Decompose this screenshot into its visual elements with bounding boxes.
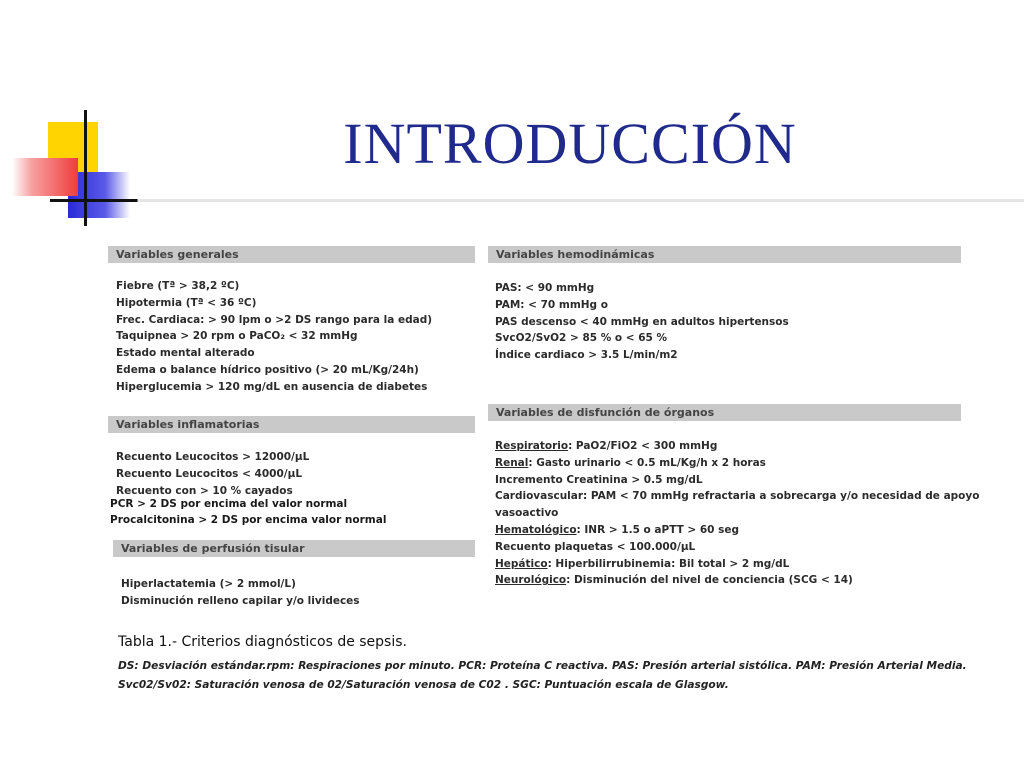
header-variables-disfuncion: Variables de disfunción de órganos [488,404,961,421]
list-item: Taquipnea > 20 rpm o PaCO₂ < 32 mmHg [116,330,358,343]
list-item: PAM: < 70 mmHg o [495,298,608,311]
list-item: Hipotermia (Tª < 36 ºC) [116,296,257,309]
list-item: Frec. Cardiaca: > 90 lpm o >2 DS rango para la edad) [116,313,433,326]
list-item: Respiratorio: PaO2/FiO2 < 300 mmHg [495,440,718,452]
title-underline [50,199,1024,202]
list-item: Disminución relleno capilar y/o livideces [121,594,360,607]
header-variables-generales: Variables generales [108,246,475,263]
list-item: Edema o balance hídrico positivo (> 20 mL/Kg/24h) [116,363,419,376]
logo-red-bar [12,158,78,196]
decorative-logo [0,100,150,230]
list-variables-generales [116,278,432,396]
header-variables-hemodinamicas: Variables hemodinámicas [488,246,961,263]
list-item: Recuento Leucocitos < 4000/µL [116,467,303,480]
list-item: Hiperlactatemia (> 2 mmol/L) [121,578,296,590]
list-item: Recuento con > 10 % cayados [116,484,293,497]
list-item: Renal: Gasto urinario < 0.5 mL/Kg/h x 2 horas [495,456,766,469]
page-title: INTRODUCCIÓN [343,111,797,176]
list-item: SvcO2/SvO2 > 85 % o < 65 % [495,332,667,345]
list-item: Procalcitonina > 2 DS por encima valor normal [110,513,387,526]
list-item: Recuento plaquetas < 100.000/µL [495,540,696,553]
table-caption: Tabla 1.- Criterios diagnósticos de sepsis. [118,634,407,650]
list-item: PCR > 2 DS por encima del valor normal [110,498,348,510]
list-item: PAS: < 90 mmHg [495,282,595,294]
list-item: Hematológico: INR > 1.5 o aPTT > 60 seg [495,523,740,536]
list-item: Cardiovascular: PAM < 70 mmHg refractaria a sobrecarga y/o necesidad de apoyo [495,490,980,503]
list-item: Fiebre (Tª > 38,2 ºC) [116,280,240,292]
list-item: Hepático: Hiperbilirrubinemia: Bil total > 2 mg/dL [495,557,790,570]
header-variables-inflamatorias: Variables inflamatorias [108,416,475,433]
list-variables-inflamatorias [116,449,309,499]
logo-vertical-line [84,110,87,226]
list-item: Hiperglucemia > 120 mg/dL en ausencia de diabetes [116,380,428,393]
list-variables-disfuncion [495,438,979,589]
list-extra-inflamatorias [110,497,386,528]
list-item: Neurológico: Disminución del nivel de conciencia (SCG < 14) [495,574,853,587]
list-item: Índice cardiaco > 3.5 L/min/m2 [495,349,678,362]
list-item: Incremento Creatinina > 0.5 mg/dL [495,473,703,486]
list-item: Recuento Leucocitos > 12000/µL [116,451,310,463]
list-item: PAS descenso < 40 mmHg en adultos hipertensos [495,315,789,328]
table-footnote: DS: Desviación estándar.rpm: Respiraciones por minuto. PCR: Proteína C reactiva. PAS: Presión arterial sistólica. PAM: Presión Arterial Media. Svc02/Sv02: Saturación venosa de 02/Saturación venosa de C02 . SGC: Puntuación escala de Glasgow. [118,660,967,691]
header-variables-perfusion: Variables de perfusión tisular [113,540,475,557]
list-item: vasoactivo [495,507,559,520]
list-variables-perfusion [121,576,360,610]
list-item: Estado mental alterado [116,347,255,360]
list-variables-hemodinamicas [495,280,789,364]
